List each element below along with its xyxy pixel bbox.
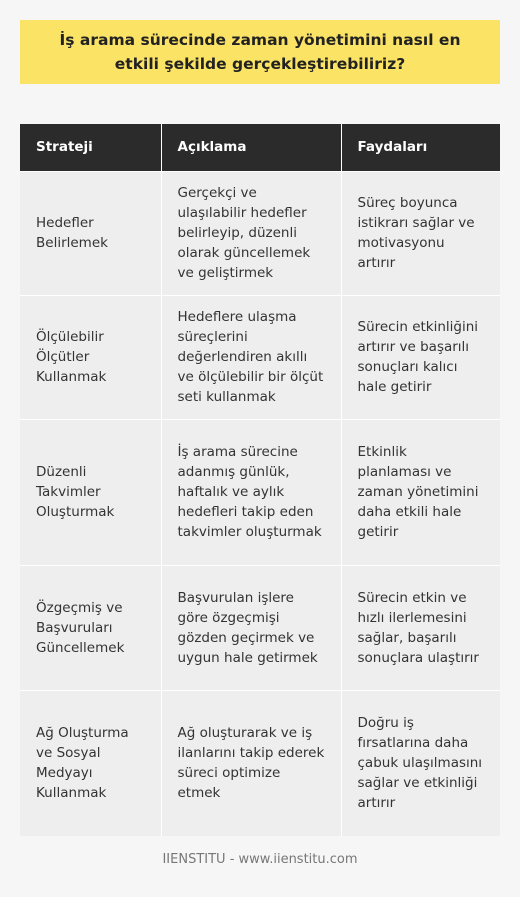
description-cell: Ağ oluşturarak ve iş ilanlarını takip ederek süreci optimize etmek xyxy=(161,690,341,836)
table-header-row xyxy=(20,124,500,171)
strategy-cell: Hedefler Belirlemek xyxy=(20,171,161,295)
strategy-cell: Özgeçmiş ve Başvuruları Güncellemek xyxy=(20,565,161,690)
benefits-cell: Sürecin etkin ve hızlı ilerlemesini sağlar, başarılı sonuçlara ulaştırır xyxy=(341,565,500,690)
description-cell: Hedeflere ulaşma süreçlerini değerlendiren akıllı ve ölçülebilir bir ölçüt seti kullanmak xyxy=(161,295,341,419)
strategy-cell: Ölçülebilir Ölçütler Kullanmak xyxy=(20,295,161,419)
strategy-cell: Ağ Oluşturma ve Sosyal Medyayı Kullanmak xyxy=(20,690,161,836)
benefits-cell: Etkinlik planlaması ve zaman yönetimini daha etkili hale getirir xyxy=(341,419,500,565)
title-banner xyxy=(20,20,500,84)
strategy-cell: Düzenli Takvimler Oluşturmak xyxy=(20,419,161,565)
table-row xyxy=(20,565,500,690)
header-benefits: Faydaları xyxy=(341,124,500,171)
strategy-table xyxy=(20,124,500,836)
table-row xyxy=(20,419,500,565)
description-cell: Gerçekçi ve ulaşılabilir hedefler belirleyip, düzenli olarak güncellemek ve geliştirmek xyxy=(161,171,341,295)
benefits-cell: Süreç boyunca istikrarı sağlar ve motivasyonu artırır xyxy=(341,171,500,295)
description-cell: Başvurulan işlere göre özgeçmişi gözden geçirmek ve uygun hale getirmek xyxy=(161,565,341,690)
benefits-cell: Sürecin etkinliğini artırır ve başarılı sonuçları kalıcı hale getirir xyxy=(341,295,500,419)
benefits-cell: Doğru iş fırsatlarına daha çabuk ulaşılmasını sağlar ve etkinliği artırır xyxy=(341,690,500,836)
table-row xyxy=(20,295,500,419)
table-row xyxy=(20,171,500,295)
header-strategy: Strateji xyxy=(20,124,161,171)
page-title: İş arama sürecinde zaman yönetimini nasıl en etkili şekilde gerçekleştirebiliriz? xyxy=(59,31,461,73)
footer-credit: IIENSTITU - www.iienstitu.com xyxy=(162,852,358,867)
header-description: Açıklama xyxy=(161,124,341,171)
table-row xyxy=(20,690,500,836)
description-cell: İş arama sürecine adanmış günlük, haftalık ve aylık hedefleri takip eden takvimler oluşturmak xyxy=(161,419,341,565)
